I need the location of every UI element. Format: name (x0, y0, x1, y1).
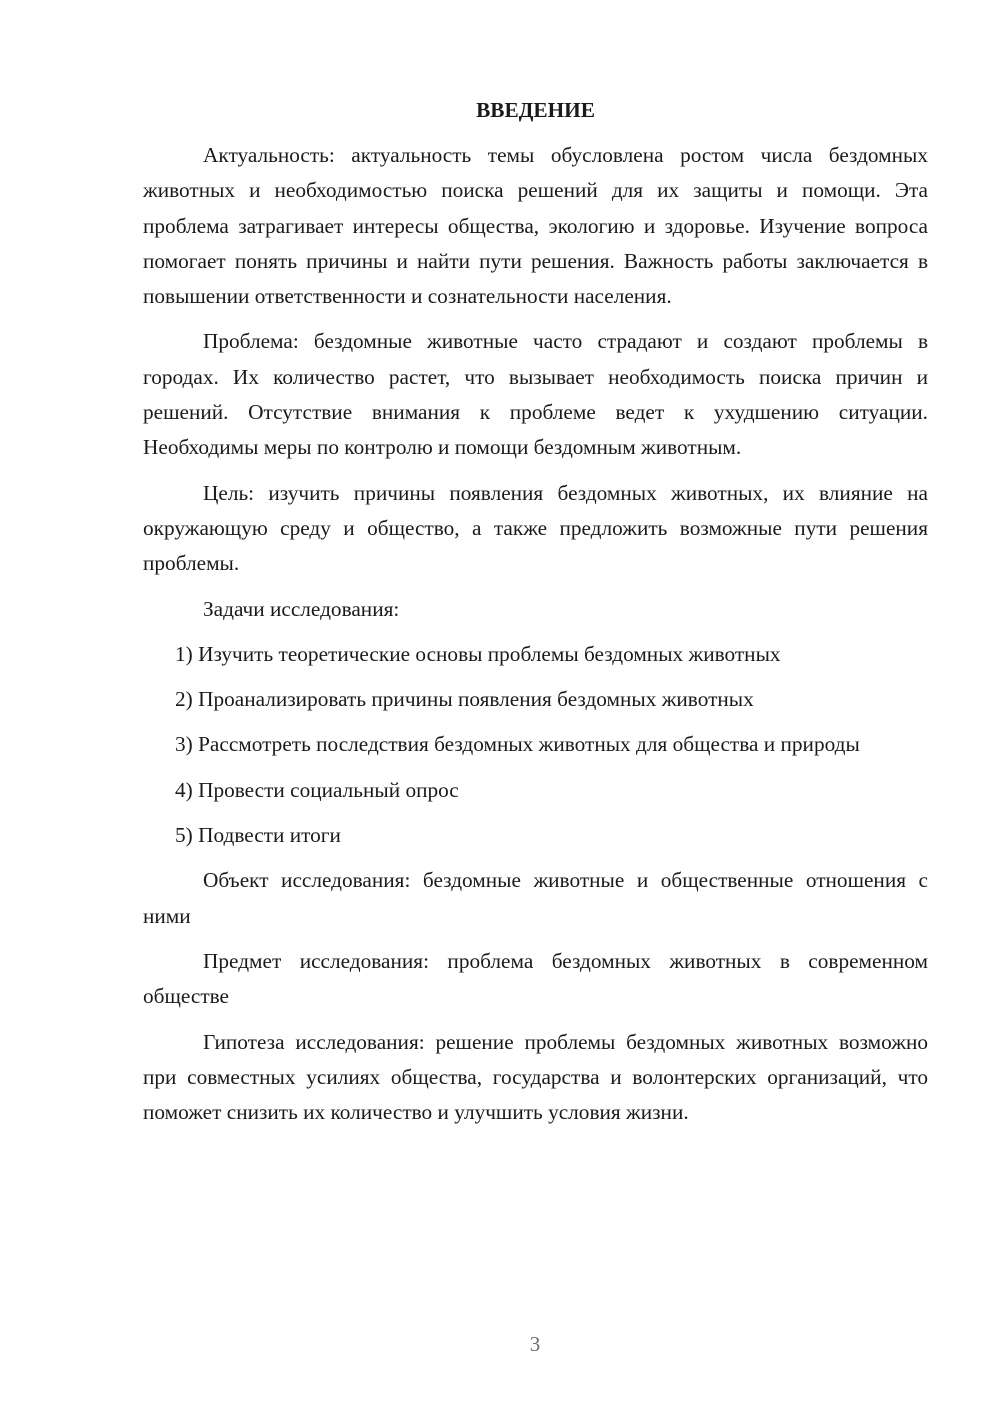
task-item: 1) Изучить теоретические основы проблемы бездомных животных (175, 641, 781, 666)
task-item: 5) Подвести итоги (175, 823, 341, 848)
problem-paragraph: Проблема: бездомные животные часто страдают и создают проблемы в городах. Их количество растет, что вызывает необходимость поиска причин и решений. Отсутствие внимания к проблеме ведет к ухудшению ситуации. Необходимы меры по контролю и помощи бездомным животным. (143, 329, 928, 460)
relevance-paragraph: Актуальность: актуальность темы обусловлена ростом числа бездомных животных и необходимостью поиска решений для их защиты и помощи. Эта проблема затрагивает интересы общества, экологию и здоровье. Изучение вопроса помогает понять причины и найти пути решения. Важность работы заключается в повышении ответственности и сознательности населения. (143, 143, 928, 309)
task-item: 2) Проанализировать причины появления бездомных животных (175, 687, 754, 712)
subject-paragraph: Предмет исследования: проблема бездомных животных в современном обществе (143, 948, 928, 1009)
goal-paragraph: Цель: изучить причины появления бездомных животных, их влияние на окружающую среду и общество, а также предложить возможные пути решения проблемы. (143, 480, 928, 576)
tasks-heading: Задачи исследования: (203, 596, 400, 621)
object-paragraph: Объект исследования: бездомные животные и общественные отношения с ними (143, 868, 928, 928)
page-number: 3 (529, 1332, 541, 1356)
section-title: ВВЕДЕНИЕ (476, 98, 595, 122)
document-page (143, 92, 928, 1130)
task-item: 4) Провести социальный опрос (175, 777, 459, 802)
task-item: 3) Рассмотреть последствия бездомных животных для общества и природы (175, 732, 860, 757)
hypothesis-paragraph: Гипотеза исследования: решение проблемы бездомных животных возможно при совместных усилиях общества, государства и волонтерских организаций, что поможет снизить их количество и улучшить условия жизни. (143, 1029, 928, 1125)
